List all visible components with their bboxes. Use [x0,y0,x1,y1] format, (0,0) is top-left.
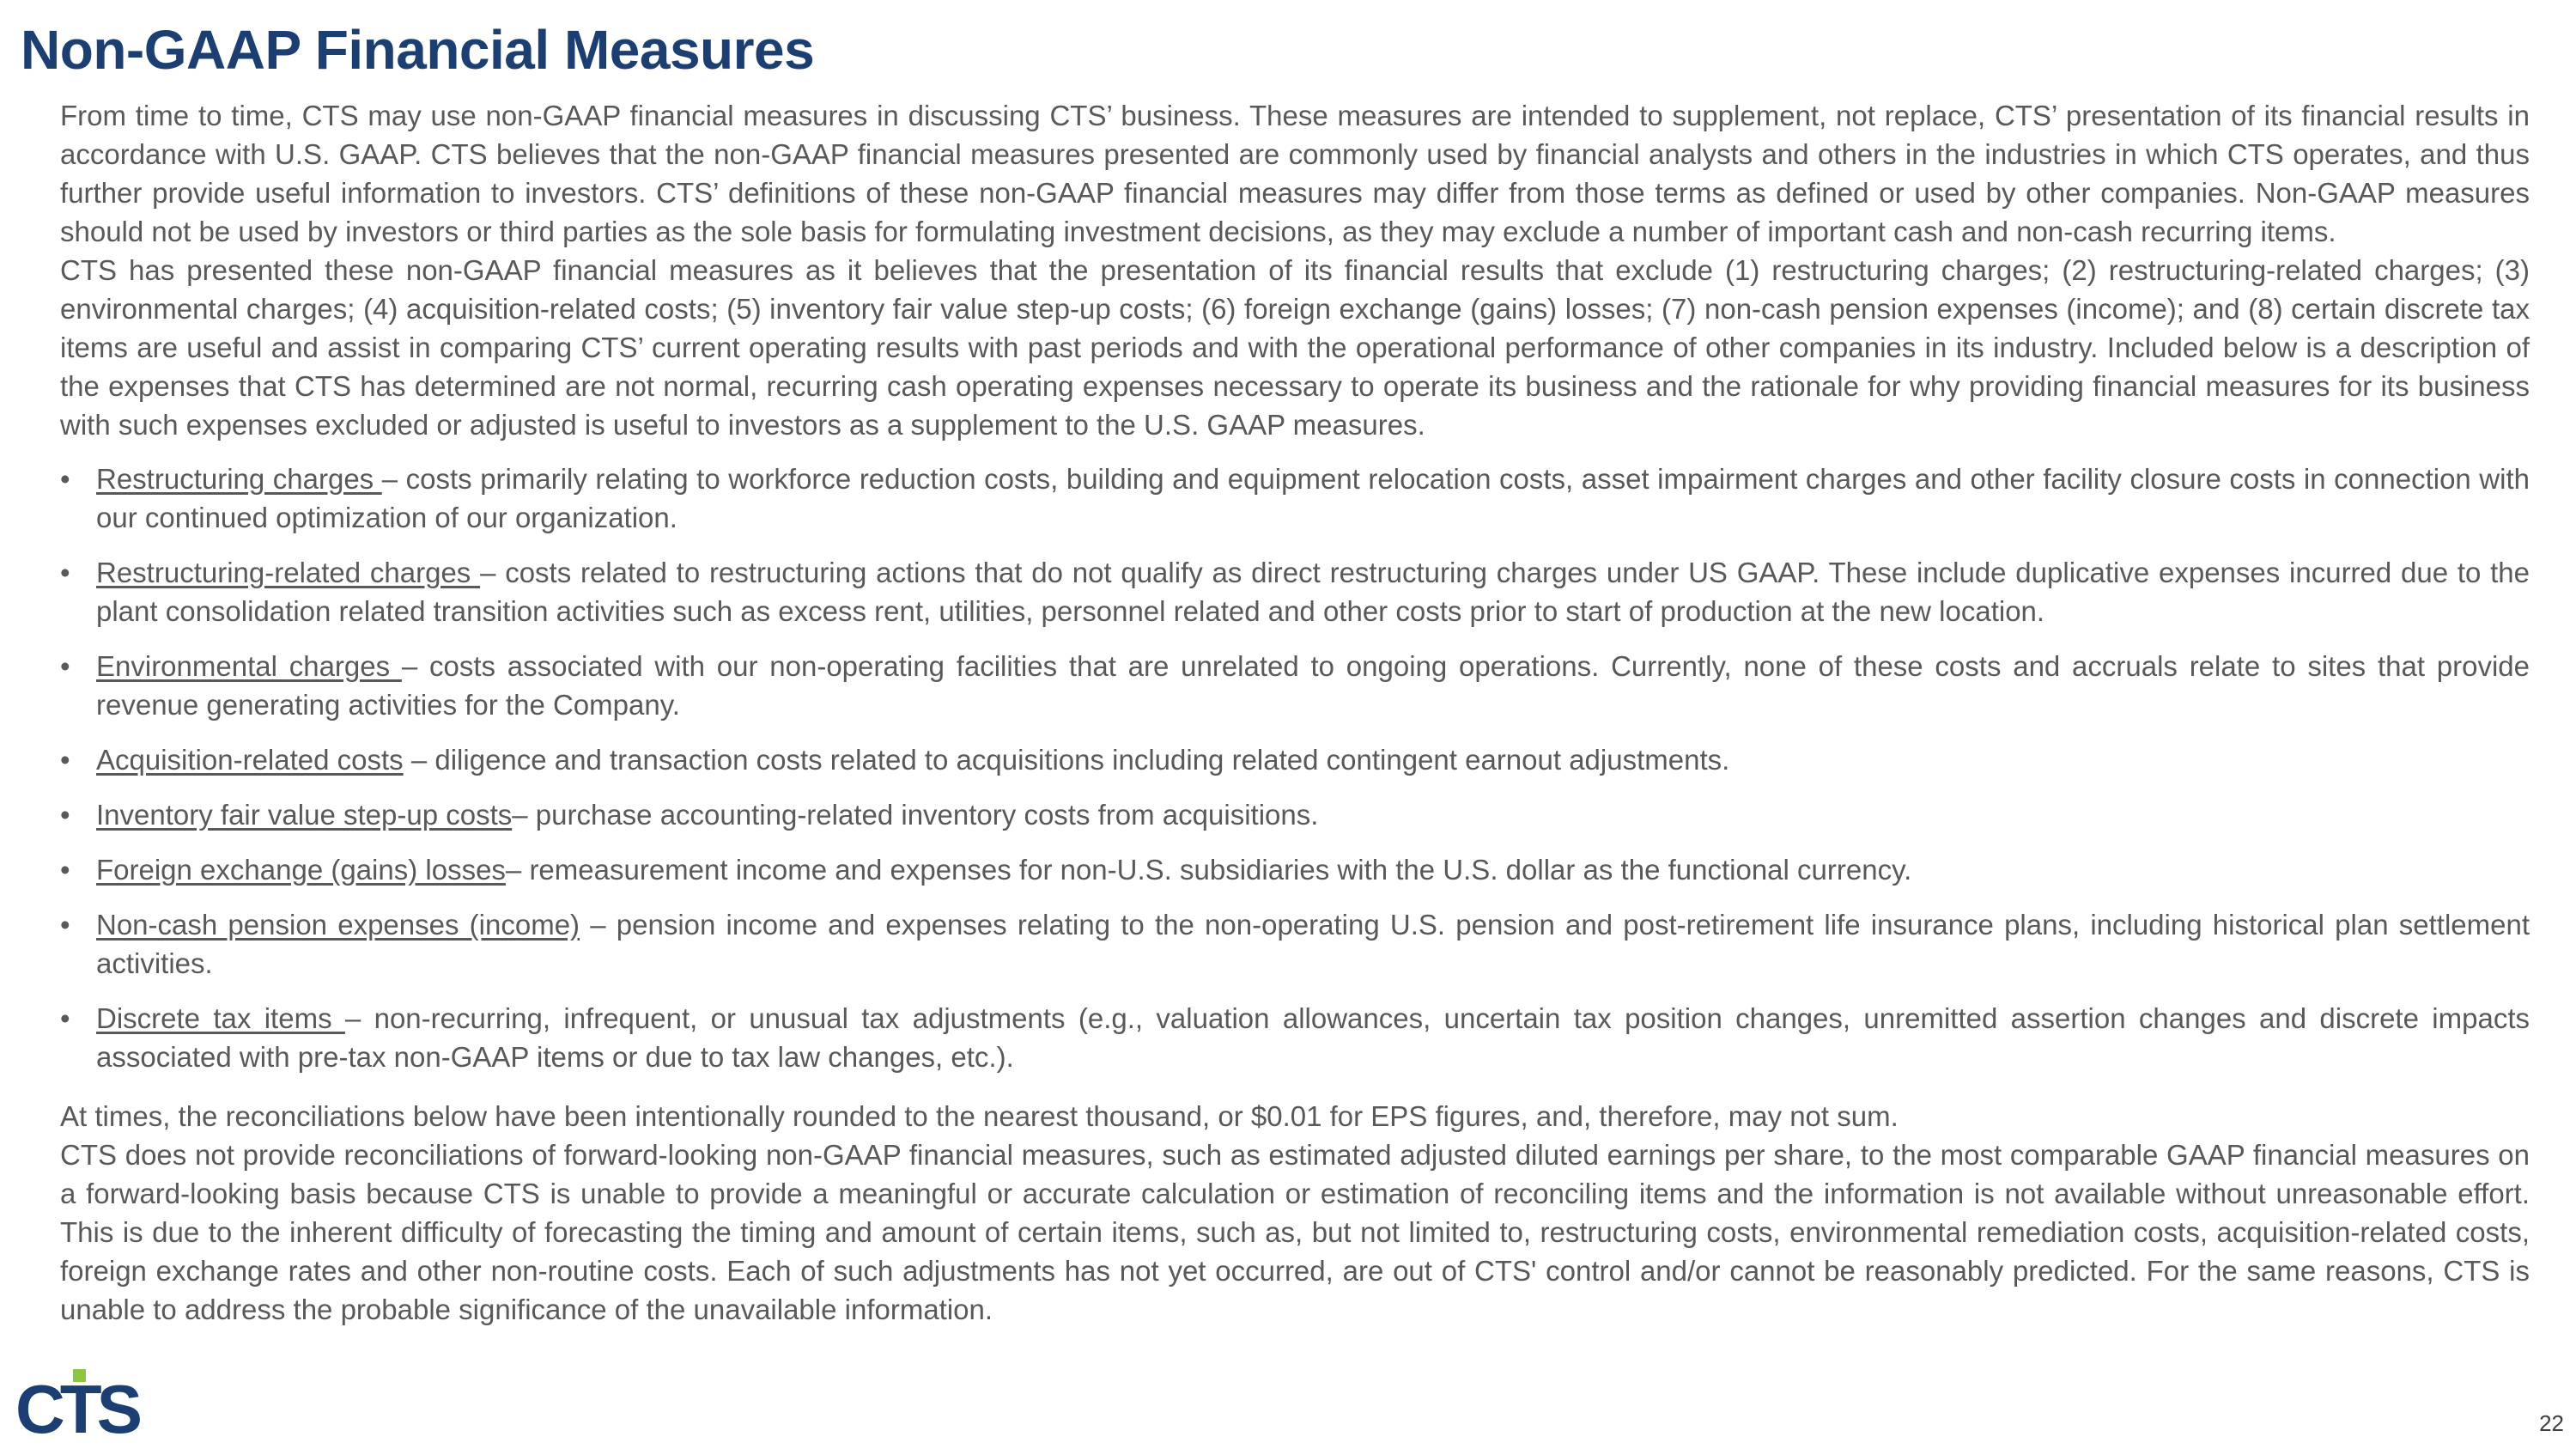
bullet-icon: • [60,854,70,886]
bullet-icon: • [60,744,70,776]
definitions-list [60,460,2530,1076]
definition-term: Inventory fair value step-up costs [96,799,513,831]
definition-item [60,999,2530,1076]
definition-item [60,460,2530,537]
page-number: 22 [2539,1410,2564,1436]
definition-item [60,647,2530,724]
definition-text: – remeasurement income and expenses for non-U.S. subsidiaries with the U.S. dollar as the functional currency. [505,854,1912,886]
definition-term: Environmental charges [96,650,402,682]
definition-term: Restructuring-related charges [96,557,481,588]
definition-item [60,795,2530,834]
definition-term: Discrete tax items [96,1002,345,1034]
definition-item [60,553,2530,630]
definition-term: Foreign exchange (gains) losses [96,854,506,886]
definition-term: Acquisition-related costs [96,744,404,776]
forward-looking-note: CTS does not provide reconciliations of forward-looking non-GAAP financial measures, such as estimated adjusted diluted earnings per share, to the most comparable GAAP financial measures on a forward-looking basis because CTS is unable to provide a meaningful or accurate calculation or estimation of reconciling items and the information is not available without unreasonable effort. This is due to the inherent difficulty of forecasting the timing and amount of certain items, such as, but not limited to, restructuring costs, environmental remediation costs, acquisition-related costs, foreign exchange rates and other non-routine costs. Each of such adjustments has not yet occurred, are out of CTS' control and/or cannot be reasonably predicted. For the same reasons, CTS is unable to address the probable significance of the unavailable information. [60,1139,2530,1325]
definition-text: – purchase accounting-related inventory costs from acquisitions. [512,799,1319,831]
cts-logo-graphic [14,1364,160,1441]
bullet-icon: • [60,557,70,588]
body-content [60,96,2530,1329]
intro-paragraph-2: CTS has presented these non-GAAP financial measures as it believes that the presentation of its financial results that exclude (1) restructuring charges; (2) restructuring-related charges; (3) environmental charges; (4) acquisition-related costs; (5) inventory fair value step-up costs; (6) foreign exchange (gains) losses; (7) non-cash pension expenses (income); and (8) certain discrete tax items are useful and assist in comparing CTS’ current operating results with past periods and with the operational performance of other companies in its industry. Included below is a description of the expenses that CTS has determined are not normal, recurring cash operating expenses necessary to operate its business and the rationale for why providing financial measures for its business with such expenses excluded or adjusted is useful to investors as a supplement to the U.S. GAAP measures. [60,254,2530,441]
definition-item [60,905,2530,983]
bullet-icon: • [60,463,70,495]
bullet-icon: • [60,1002,70,1034]
definition-text: – diligence and transaction costs related to acquisitions including related contingent earnout adjustments. [403,744,1730,776]
logo-wordmark: CTS [15,1371,137,1441]
definition-term: Non-cash pension expenses (income) [96,909,580,941]
definition-text: – costs primarily relating to workforce reduction costs, building and equipment relocation costs, asset impairment charges and other facility closure costs in connection with our continued optimization of our organization. [96,463,2530,533]
bullet-icon: • [60,799,70,831]
definition-text: – costs associated with our non-operating facilities that are unrelated to ongoing operations. Currently, none of these costs and accruals relate to sites that provide revenue generating activities for the Company. [96,650,2530,721]
rounding-note: At times, the reconciliations below have been intentionally rounded to the nearest thousand, or $0.01 for EPS figures, and, therefore, may not sum. [60,1100,1899,1132]
bullet-icon: • [60,909,70,941]
bullet-icon: • [60,650,70,682]
definition-text: – costs related to restructuring actions that do not qualify as direct restructuring charges under US GAAP. These include duplicative expenses incurred due to the plant consolidation related transition activities such as excess rent, utilities, personnel related and other costs prior to start of production at the new location. [96,557,2530,627]
definition-item [60,740,2530,779]
definition-item [60,850,2530,889]
definition-text: – pension income and expenses relating to the non-operating U.S. pension and post-retirement life insurance plans, including historical plan settlement activities. [96,909,2530,979]
definition-text: – non-recurring, infrequent, or unusual tax adjustments (e.g., valuation allowances, uncertain tax position changes, unremitted assertion changes and discrete impacts associated with pre-tax non-GAAP items or due to tax law changes, etc.). [96,1002,2530,1073]
intro-paragraph-1: From time to time, CTS may use non-GAAP financial measures in discussing CTS’ business. These measures are intended to supplement, not replace, CTS’ presentation of its financial results in accordance with U.S. GAAP. CTS believes that the non-GAAP financial measures presented are commonly used by financial analysts and others in the industries in which CTS operates, and thus further provide useful information to investors. CTS’ definitions of these non-GAAP financial measures may differ from those terms as defined or used by other companies. Non-GAAP measures should not be used by investors or third parties as the sole basis for formulating investment decisions, as they may exclude a number of important cash and non-cash recurring items. [60,100,2530,247]
cts-logo [14,1364,160,1441]
page-title: Non-GAAP Financial Measures [21,19,815,81]
definition-term: Restructuring charges [96,463,382,495]
